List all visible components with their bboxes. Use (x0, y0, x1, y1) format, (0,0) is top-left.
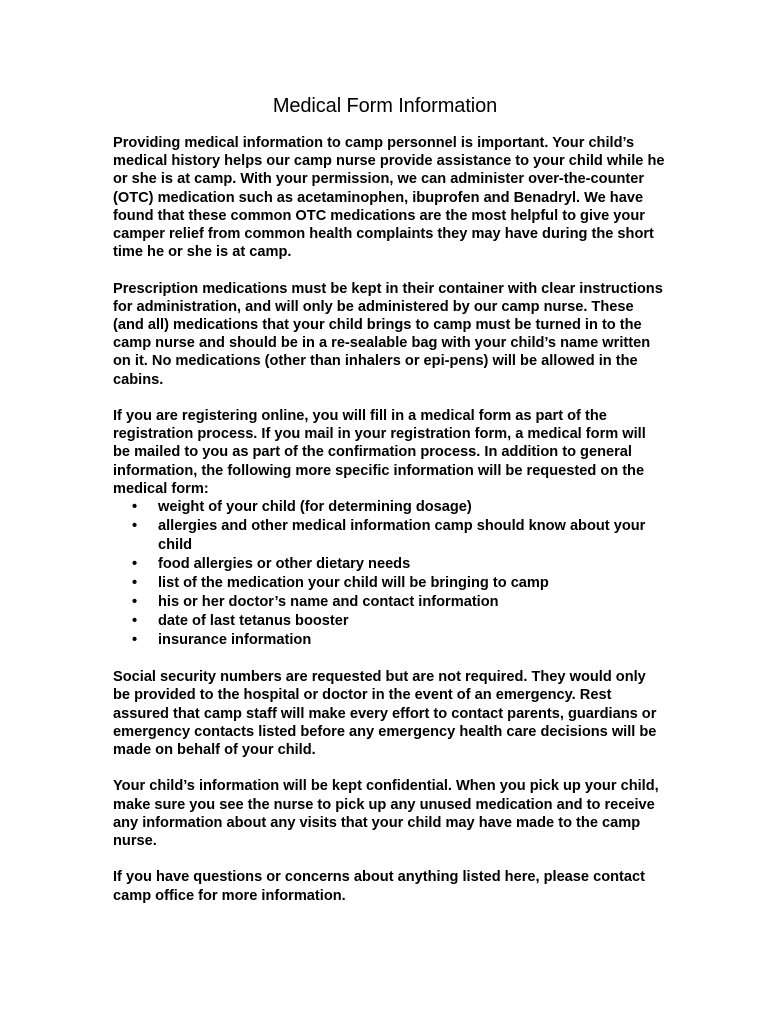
paragraph-prescription: Prescription medications must be kept in their container with clear instructions for administration, and will only be administered by our camp nurse. These (and all) medications that your child brings to camp must be turned in to the camp nurse and should be in a re-sealable bag with your child’s name written on it. No medications (other than inhalers or epi-pens) will be allowed in the cabins. (113, 280, 663, 388)
paragraph-confidential: Your child’s information will be kept confidential. When you pick up your child, make sure you see the nurse to pick up any unused medication and to receive any information about any visits that your child may have made to the camp nurse. (113, 778, 659, 850)
paragraph-medical-info: Providing medical information to camp personnel is important. Your child’s medical history helps our camp nurse provide assistance to your child while he or she is at camp. With your permission, we can administer over-the-counter (OTC) medication such as acetaminophen, ibuprofen and Benadryl. We have found that these common OTC medications are the most helpful to give your camper relief from common health complaints they may have during the short time he or she is at camp. (113, 135, 665, 261)
paragraph-registration: If you are registering online, you will fill in a medical form as part of the registration process. If you mail in your registration form, a medical form will be mailed to you as part of the confirmation process. In addition to general information, the following more specific information will be requested on the medical form: (113, 408, 646, 497)
document-body (113, 134, 665, 923)
bullet-icon: • (132, 556, 138, 573)
medical-form-items-list (113, 498, 665, 650)
bullet-icon: • (132, 594, 138, 611)
page-title: Medical Form Information (272, 95, 498, 117)
list-item-text: date of last tetanus booster (158, 613, 349, 630)
list-item-text: his or her doctor’s name and contact information (158, 594, 499, 611)
list-item-text: weight of your child (for determining dosage) (158, 499, 472, 516)
list-item-text: insurance information (158, 632, 312, 649)
bullet-icon: • (132, 575, 138, 592)
list-item (113, 612, 665, 631)
list-item-text: allergies and other medical information camp should know about your child (158, 518, 646, 554)
list-item (113, 593, 665, 612)
bullet-icon: • (132, 499, 138, 516)
list-item-text: list of the medication your child will be bringing to camp (158, 575, 549, 592)
bullet-icon: • (132, 518, 138, 535)
paragraph-social-security: Social security numbers are requested but are not required. They would only be provided to the hospital or doctor in the event of an emergency. Rest assured that camp staff will make every effort to contact parents, guardians or emergency contacts listed before any emergency health care decisions will be made on behalf of your child. (113, 669, 657, 759)
bullet-icon: • (132, 632, 138, 649)
list-item (113, 555, 665, 574)
list-item-text: food allergies or other dietary needs (158, 556, 411, 573)
list-item (113, 517, 665, 555)
bullet-icon: • (132, 613, 138, 630)
paragraph-contact: If you have questions or concerns about anything listed here, please contact camp office for more information. (113, 869, 645, 904)
list-item (113, 498, 665, 517)
list-item (113, 574, 665, 593)
list-item (113, 631, 665, 650)
